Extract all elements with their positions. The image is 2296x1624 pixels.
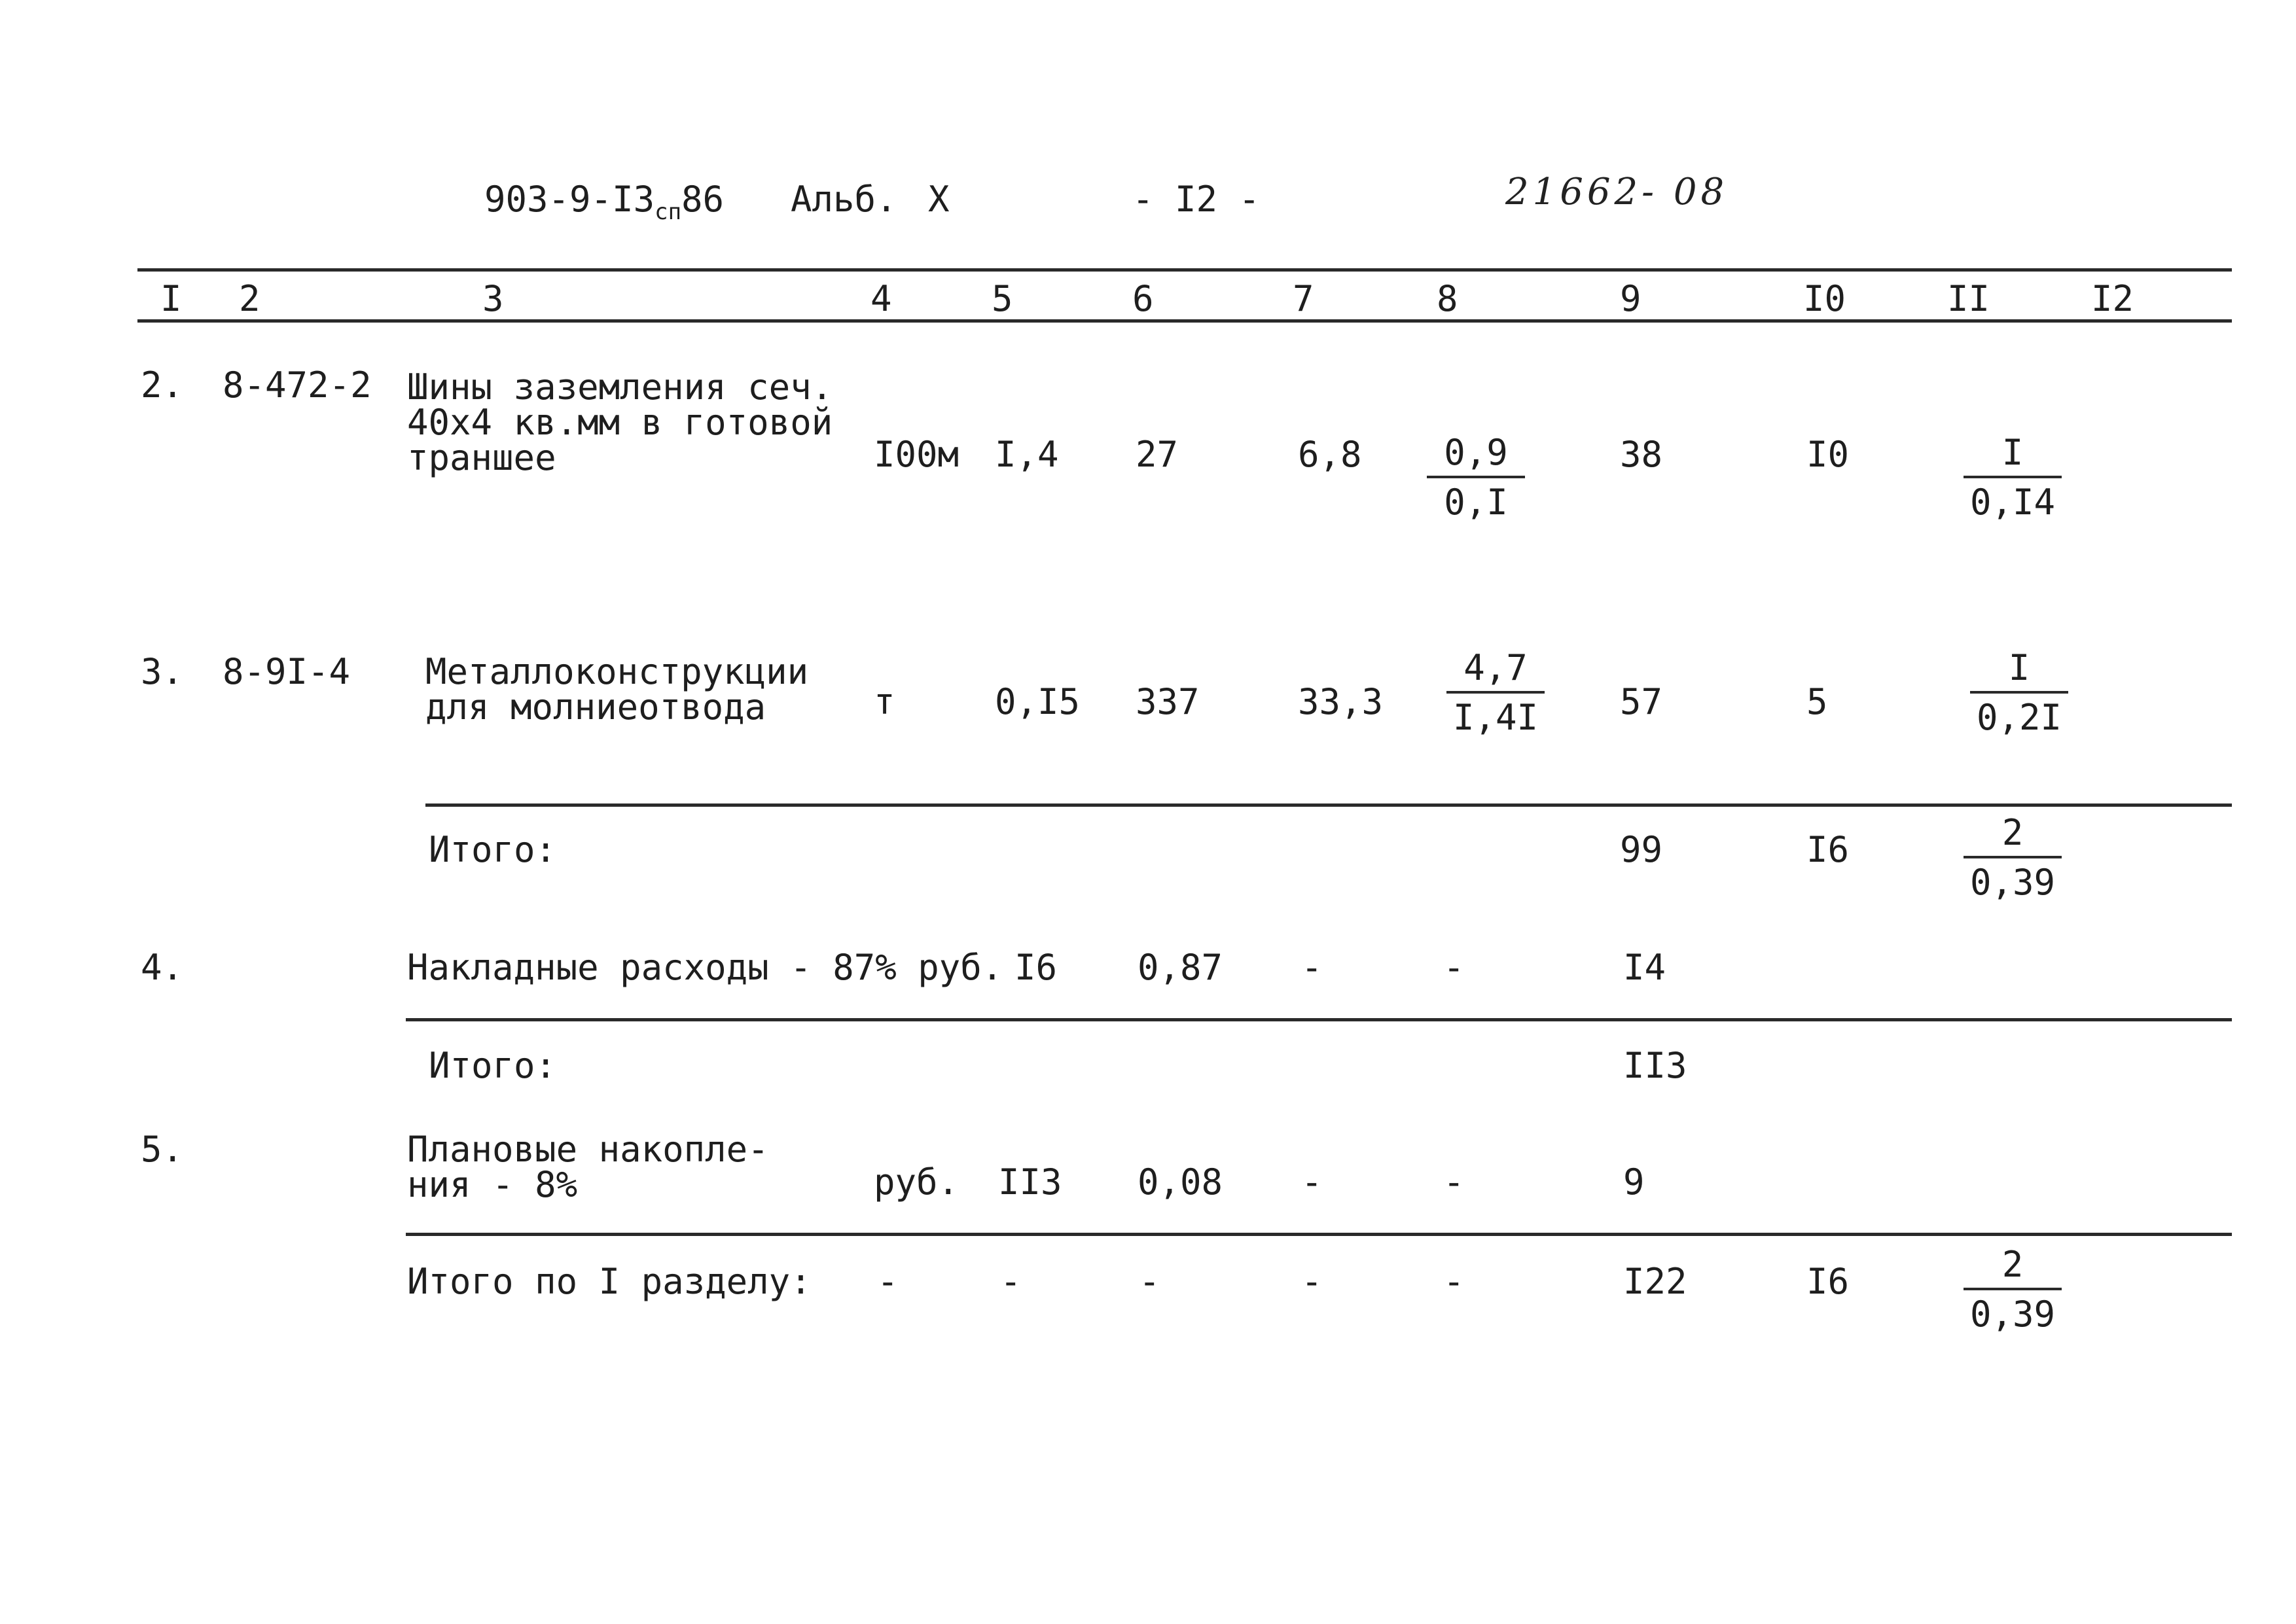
row-unit: I00м [874, 434, 960, 475]
column-header-10: I0 [1803, 278, 1846, 319]
row-number: 2. [141, 364, 184, 406]
album-label: Альб. [791, 179, 897, 220]
subtotal-col10: I6 [1806, 829, 1850, 870]
overhead-rate: 0,87 [1138, 947, 1223, 988]
planned-col7: - [1301, 1161, 1323, 1203]
row-code: 8-9I-4 [223, 651, 351, 692]
column-header-6: 6 [1132, 278, 1154, 319]
planned-name: Плановые накопле- ния - 8% [407, 1129, 769, 1205]
section-total-col10: I6 [1806, 1261, 1850, 1302]
section-total-col9: I22 [1623, 1261, 1687, 1302]
section-total-label: Итого по I разделу: [407, 1261, 812, 1302]
column-header-3: 3 [482, 278, 504, 319]
row-qty: 0,I5 [995, 681, 1081, 722]
header-top-rule [137, 268, 2232, 272]
column-header-9: 9 [1620, 278, 1641, 319]
row-col8-fraction: $\frac{0,9}{0,I}$ [1427, 435, 1525, 520]
section-total-col4: - [877, 1261, 899, 1302]
row-number: 4. [141, 947, 184, 988]
row-price: 337 [1136, 681, 1200, 722]
overhead-col8: - [1443, 947, 1465, 988]
row-number: 5. [141, 1129, 184, 1170]
overhead-col9: I4 [1623, 947, 1666, 988]
subtotal-label: Итого: [429, 1045, 557, 1086]
row-col7: 6,8 [1298, 434, 1362, 475]
page-number: - I2 - [1132, 179, 1261, 220]
doc-code: $903-9-I3_{сп}86$ [484, 179, 725, 225]
row-number: 3. [141, 651, 184, 692]
planned-col8: - [1443, 1161, 1465, 1203]
row-col10: I0 [1806, 434, 1850, 475]
column-header-5: 5 [992, 278, 1013, 319]
column-header-4: 4 [870, 278, 892, 319]
row-code: 8-472-2 [223, 364, 372, 406]
overhead-name: Накладные расходы - 87% руб. [407, 947, 1003, 988]
section-total-col11-fraction: $\frac{2}{0,39}$ [1964, 1247, 2062, 1332]
subtotal-col9: 99 [1620, 829, 1663, 870]
column-header-8: 8 [1437, 278, 1458, 319]
subtotal-col11-fraction: $\frac{2}{0,39}$ [1964, 815, 2062, 900]
column-header-11: II [1947, 278, 1990, 319]
row-name: Шины заземления сеч. 40x4 кв.мм в готовой траншее [407, 366, 833, 478]
subtotal-col9: II3 [1623, 1045, 1687, 1086]
section-total-col7: - [1301, 1261, 1323, 1302]
subtotal-label: Итого: [429, 829, 557, 870]
column-header-1: I [160, 278, 182, 319]
album-number: X [928, 179, 950, 220]
planned-col9: 9 [1623, 1161, 1645, 1203]
header-bottom-rule [137, 319, 2232, 323]
section-total-col5: - [1000, 1261, 1022, 1302]
row-qty: I,4 [995, 434, 1059, 475]
planned-qty: II3 [998, 1161, 1062, 1203]
planned-rate: 0,08 [1138, 1161, 1223, 1203]
column-header-7: 7 [1293, 278, 1314, 319]
row-col9: 38 [1620, 434, 1663, 475]
subtotal-rule [425, 803, 2232, 807]
section-total-col8: - [1443, 1261, 1465, 1302]
subtotal-rule [406, 1018, 2232, 1021]
row-price: 27 [1136, 434, 1179, 475]
row-col11-fraction: $\frac{I}{0,2I}$ [1970, 650, 2068, 735]
planned-unit: руб. [874, 1161, 960, 1203]
row-unit: т [874, 681, 895, 722]
row-col10: 5 [1806, 681, 1828, 722]
row-col8-fraction: $\frac{4,7}{I,4I}$ [1446, 650, 1545, 735]
row-col11-fraction: $\frac{I}{0,I4}$ [1964, 435, 2062, 520]
handwritten-inventory-number: 21662- 08 [1505, 171, 1729, 213]
column-header-2: 2 [239, 278, 260, 319]
row-col7: 33,3 [1298, 681, 1384, 722]
overhead-qty: I6 [1014, 947, 1058, 988]
row-name: Металлоконструкции для молниеотвода [425, 651, 809, 728]
overhead-col7: - [1301, 947, 1323, 988]
section-total-rule [406, 1233, 2232, 1236]
row-col9: 57 [1620, 681, 1663, 722]
column-header-12: I2 [2091, 278, 2134, 319]
section-total-col6: - [1139, 1261, 1160, 1302]
